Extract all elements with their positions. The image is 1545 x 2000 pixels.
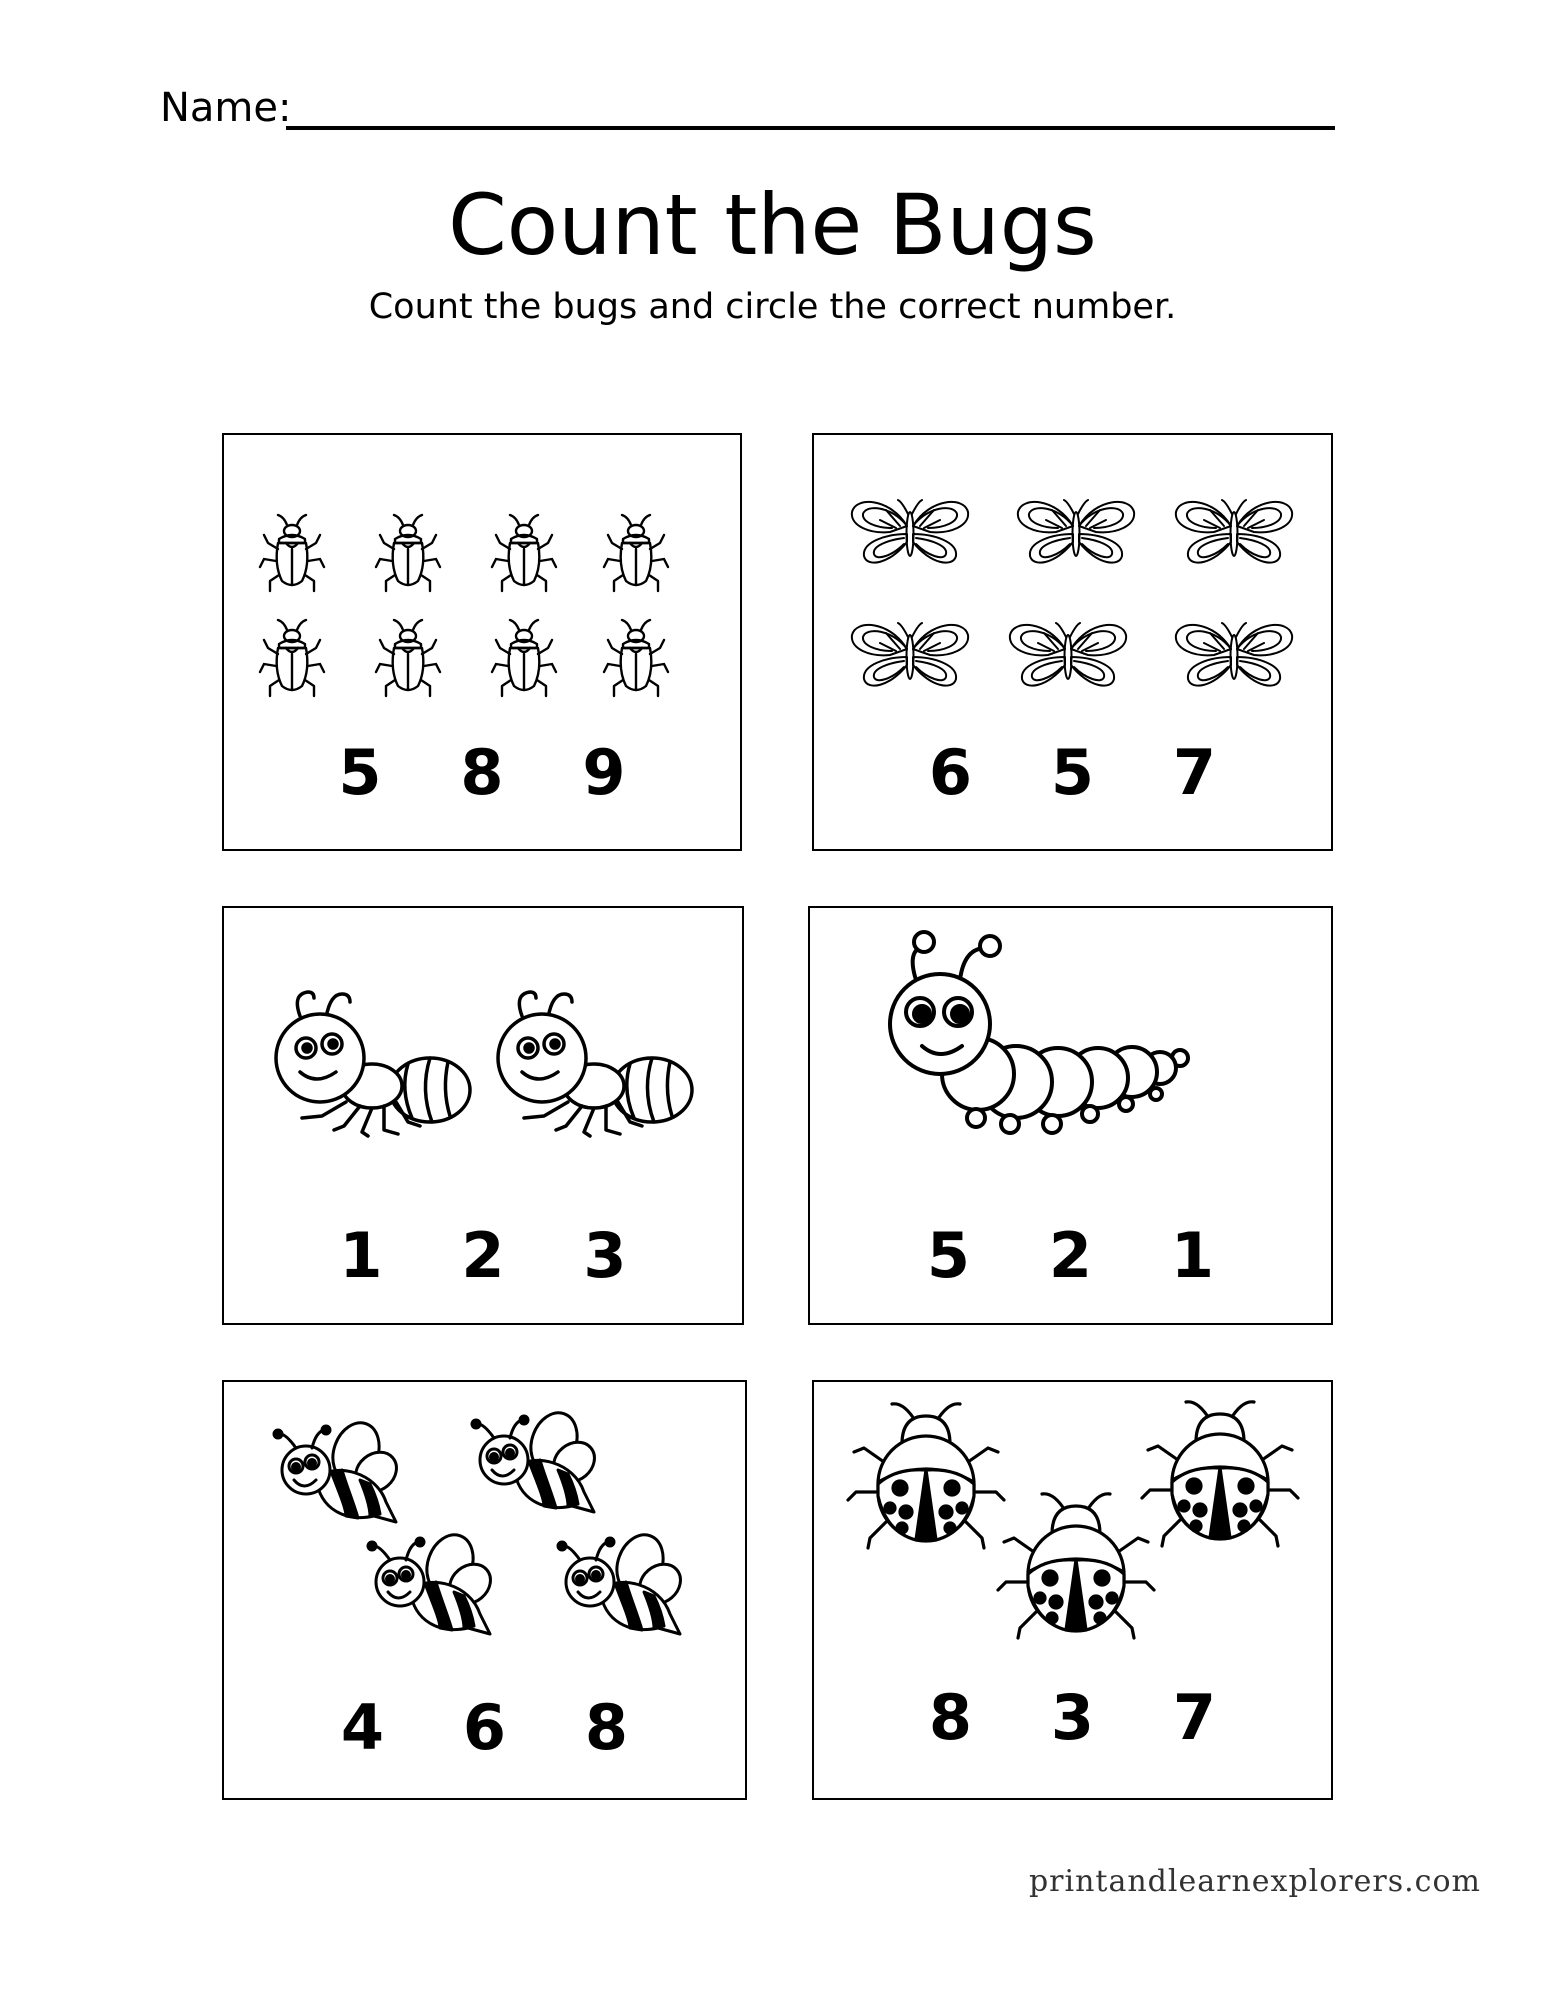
number-options [814,1680,1331,1756]
butterfly-icon [1176,500,1292,563]
number-option[interactable]: 4 [340,1691,385,1764]
bee-icon [368,1528,498,1634]
number-option[interactable]: 3 [1050,1681,1095,1754]
number-option[interactable]: 3 [583,1219,627,1292]
number-options [224,1218,742,1294]
ant-icon [276,992,470,1136]
beetle-icon [604,515,668,591]
number-option[interactable]: 8 [460,736,504,809]
ant-icon [498,992,692,1136]
number-option[interactable]: 9 [582,736,626,809]
beetle-icon [260,515,324,591]
count-card-butterflies [812,433,1333,851]
bee-icon [274,1416,404,1522]
number-option[interactable]: 8 [584,1691,629,1764]
count-card-beetles [222,433,742,851]
count-card-ladybugs [812,1380,1333,1800]
beetle-icon [260,620,324,696]
butterfly-icon [1018,500,1134,563]
count-card-caterpillar [808,906,1333,1325]
number-option[interactable]: 5 [926,1219,971,1292]
number-option[interactable]: 5 [1050,736,1095,809]
bee-icon [558,1528,688,1634]
caterpillar-icon [890,932,1188,1133]
beetle-icon [492,620,556,696]
name-row [160,80,1335,140]
number-option[interactable]: 2 [461,1219,505,1292]
number-options [224,1690,745,1766]
beetle-icon [376,515,440,591]
page-title: Count the Bugs [448,176,1097,274]
butterfly-icon [1010,623,1126,686]
instructions: Count the bugs and circle the correct number. [368,287,1177,327]
ladybug-icon [998,1494,1154,1638]
number-options [224,735,740,811]
name-label: Name: [160,85,292,131]
footer-website: printandlearnexplorers.com [1028,1864,1481,1899]
count-card-bees [222,1380,747,1800]
number-option[interactable]: 8 [928,1681,973,1754]
bee-icon [472,1406,602,1512]
number-option[interactable]: 6 [462,1691,507,1764]
number-options [810,1218,1331,1294]
number-option[interactable]: 7 [1172,1681,1217,1754]
butterfly-icon [1176,623,1292,686]
ladybug-icon [848,1404,1004,1548]
butterfly-icon [852,500,968,563]
beetle-icon [492,515,556,591]
beetle-icon [376,620,440,696]
number-option[interactable]: 5 [338,736,382,809]
number-option[interactable]: 2 [1048,1219,1093,1292]
number-option[interactable]: 1 [1170,1219,1215,1292]
number-option[interactable]: 7 [1172,736,1217,809]
name-input-line[interactable] [286,126,1335,130]
ladybug-icon [1142,1402,1298,1546]
count-card-ants [222,906,744,1325]
number-option[interactable]: 6 [928,736,973,809]
beetle-icon [604,620,668,696]
number-option[interactable]: 1 [339,1219,383,1292]
butterfly-icon [852,623,968,686]
number-options [814,735,1331,811]
